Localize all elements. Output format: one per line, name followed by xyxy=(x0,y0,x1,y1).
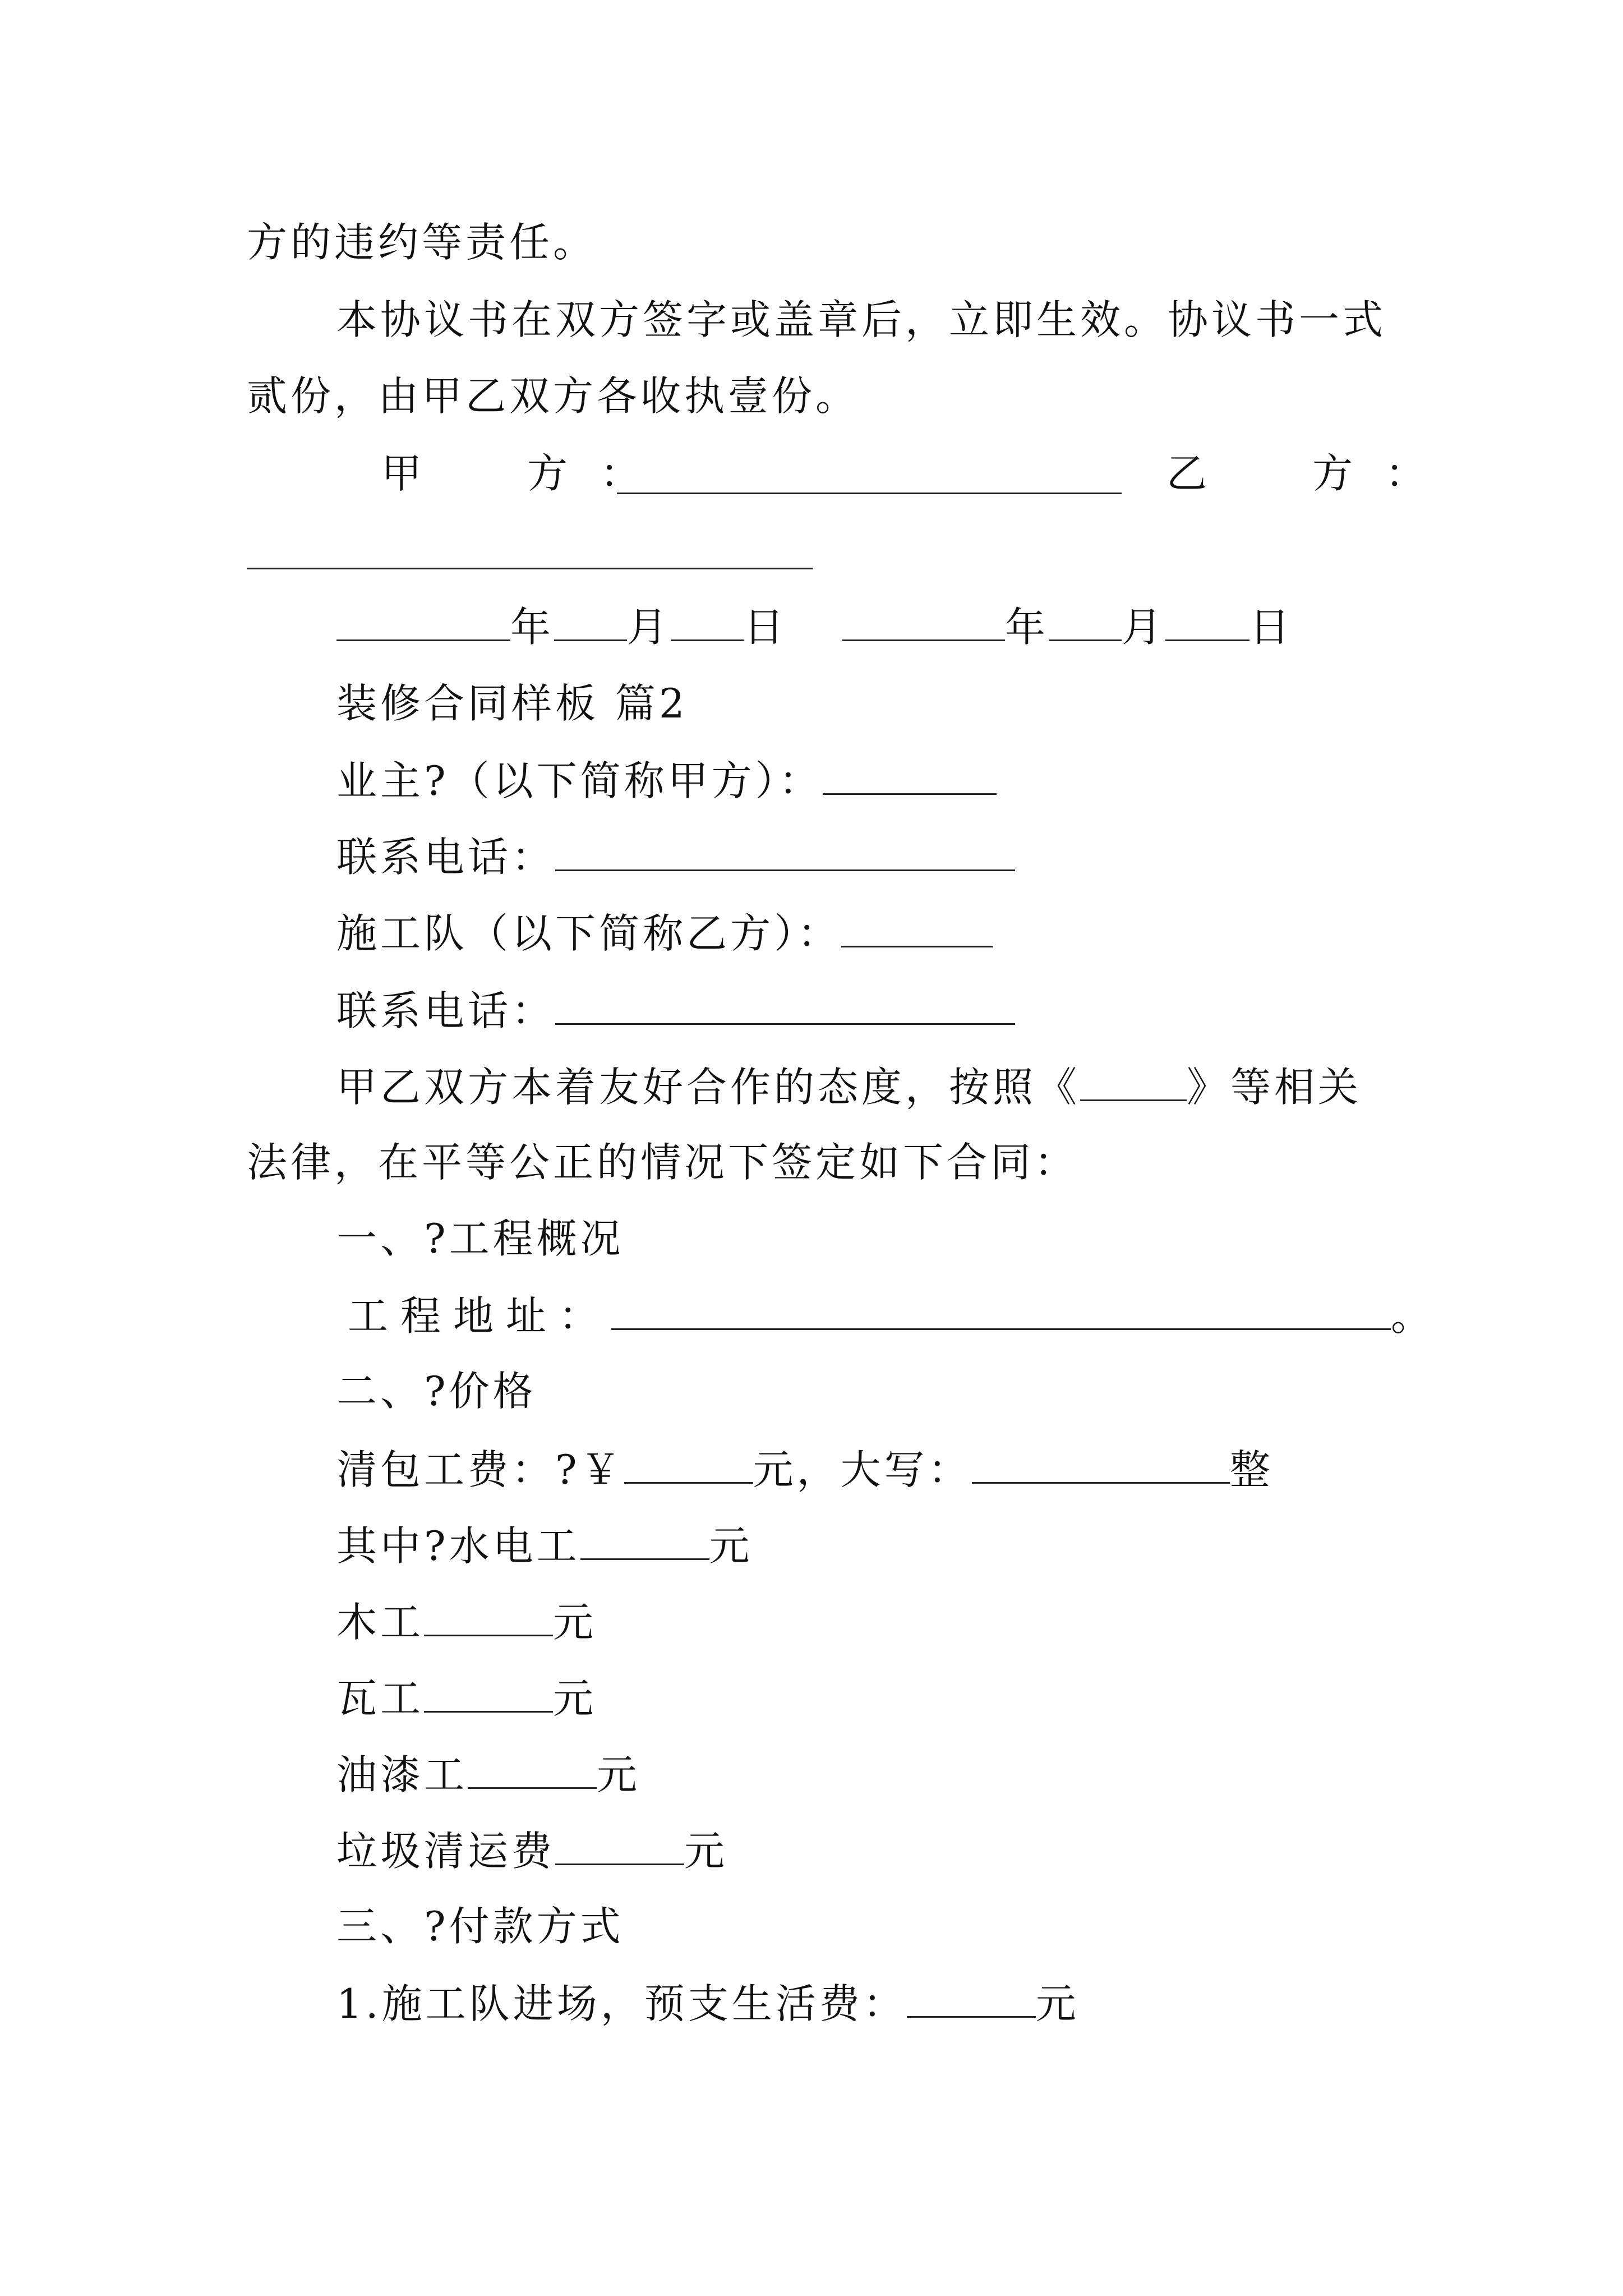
address-blank xyxy=(611,1295,1391,1330)
team-blank xyxy=(841,912,993,947)
owner-line xyxy=(336,757,997,804)
paragraph-line xyxy=(247,1139,1078,1186)
text: 工程地址： xyxy=(348,1292,612,1340)
party-a-signature-blank xyxy=(617,493,1122,494)
paragraph-line xyxy=(247,219,597,266)
amount-blank xyxy=(468,1754,597,1789)
text: 其中?水电工 xyxy=(336,1522,580,1570)
text: 年 xyxy=(1004,604,1049,651)
text: 元 xyxy=(1035,1980,1080,2027)
phone-blank xyxy=(555,990,1015,1025)
fee-item-line xyxy=(336,1675,597,1722)
phone-line xyxy=(336,834,1015,881)
text: 联系电话： xyxy=(336,987,556,1034)
paragraph-line xyxy=(336,296,1387,343)
text: 月 xyxy=(627,604,671,651)
paragraph-line xyxy=(247,372,860,420)
law-blank xyxy=(1080,1066,1187,1101)
amount-blank xyxy=(424,1601,553,1636)
day-blank xyxy=(1165,606,1249,641)
date-line xyxy=(336,604,1293,651)
payment-line xyxy=(336,1980,1080,2027)
fee-item-line xyxy=(336,1828,728,1875)
phone-blank xyxy=(555,836,1015,871)
text: 日 xyxy=(1249,604,1293,651)
fee-item-line xyxy=(336,1522,753,1570)
year-blank xyxy=(842,606,1005,641)
fee-line xyxy=(336,1446,1274,1493)
text: 元 xyxy=(709,1522,753,1570)
day-blank xyxy=(671,606,744,641)
section-heading xyxy=(336,1215,624,1262)
text: 元 xyxy=(597,1751,641,1798)
text: 1.施工队进场，预支生活费： xyxy=(336,1980,907,2027)
text: 甲乙双方本着友好合作的态度，按照《 xyxy=(336,1064,1081,1111)
section-title xyxy=(336,680,688,727)
text: 元 xyxy=(553,1675,597,1722)
amount-blank xyxy=(580,1525,709,1560)
phone-line xyxy=(336,987,1015,1034)
text: 甲 方： xyxy=(381,450,674,497)
text: 联系电话： xyxy=(336,834,556,881)
text: 业主?（以下简称甲方）： xyxy=(336,757,823,804)
amount-blank xyxy=(555,1830,684,1865)
text: 油漆工 xyxy=(336,1751,468,1798)
paragraph-line xyxy=(336,1064,1362,1111)
text: 清包工费：?￥ xyxy=(336,1446,624,1493)
text: 乙 方： xyxy=(1166,450,1459,497)
party-a-label xyxy=(381,450,674,497)
party-b-label xyxy=(1166,450,1459,497)
text: 木工 xyxy=(336,1599,425,1646)
text: 一、?工程概况 xyxy=(336,1215,624,1262)
text: 元，大写： xyxy=(753,1446,972,1493)
text: 法律，在平等公正的情况下签定如下合同： xyxy=(247,1139,1078,1186)
text: 装修合同样板 篇2 xyxy=(336,680,688,727)
address-line xyxy=(348,1292,1444,1340)
section-heading xyxy=(336,1368,537,1415)
text: 》等相关 xyxy=(1187,1064,1362,1111)
month-blank xyxy=(1049,606,1122,641)
text: 年 xyxy=(510,604,555,651)
text: 月 xyxy=(1121,604,1165,651)
text: 方的违约等责任。 xyxy=(247,219,597,266)
text: 整 xyxy=(1229,1446,1274,1493)
text: 元 xyxy=(553,1599,597,1646)
section-heading xyxy=(336,1903,624,1950)
text: 日 xyxy=(744,604,788,651)
text: 元 xyxy=(684,1828,728,1875)
fee-uppercase-blank xyxy=(972,1448,1230,1484)
amount-blank xyxy=(424,1677,553,1713)
amount-blank xyxy=(907,1982,1036,2018)
month-blank xyxy=(554,606,627,641)
text: 垃圾清运费 xyxy=(336,1828,556,1875)
text: 瓦工 xyxy=(336,1675,425,1722)
team-line xyxy=(336,910,993,957)
text: 本协议书在双方签字或盖章后，立即生效。协议书一式 xyxy=(336,296,1387,343)
text: 贰份，由甲乙双方各收执壹份。 xyxy=(247,372,860,420)
text: 。 xyxy=(1391,1292,1444,1340)
text: 二、?价格 xyxy=(336,1368,537,1415)
fee-blank xyxy=(624,1448,753,1484)
year-blank xyxy=(336,606,510,641)
text: 三、?付款方式 xyxy=(336,1903,624,1950)
owner-blank xyxy=(823,760,997,795)
party-b-signature-blank xyxy=(247,568,813,569)
text: 施工队（以下简称乙方）： xyxy=(336,910,842,957)
fee-item-line xyxy=(336,1751,641,1798)
fee-item-line xyxy=(336,1599,597,1646)
